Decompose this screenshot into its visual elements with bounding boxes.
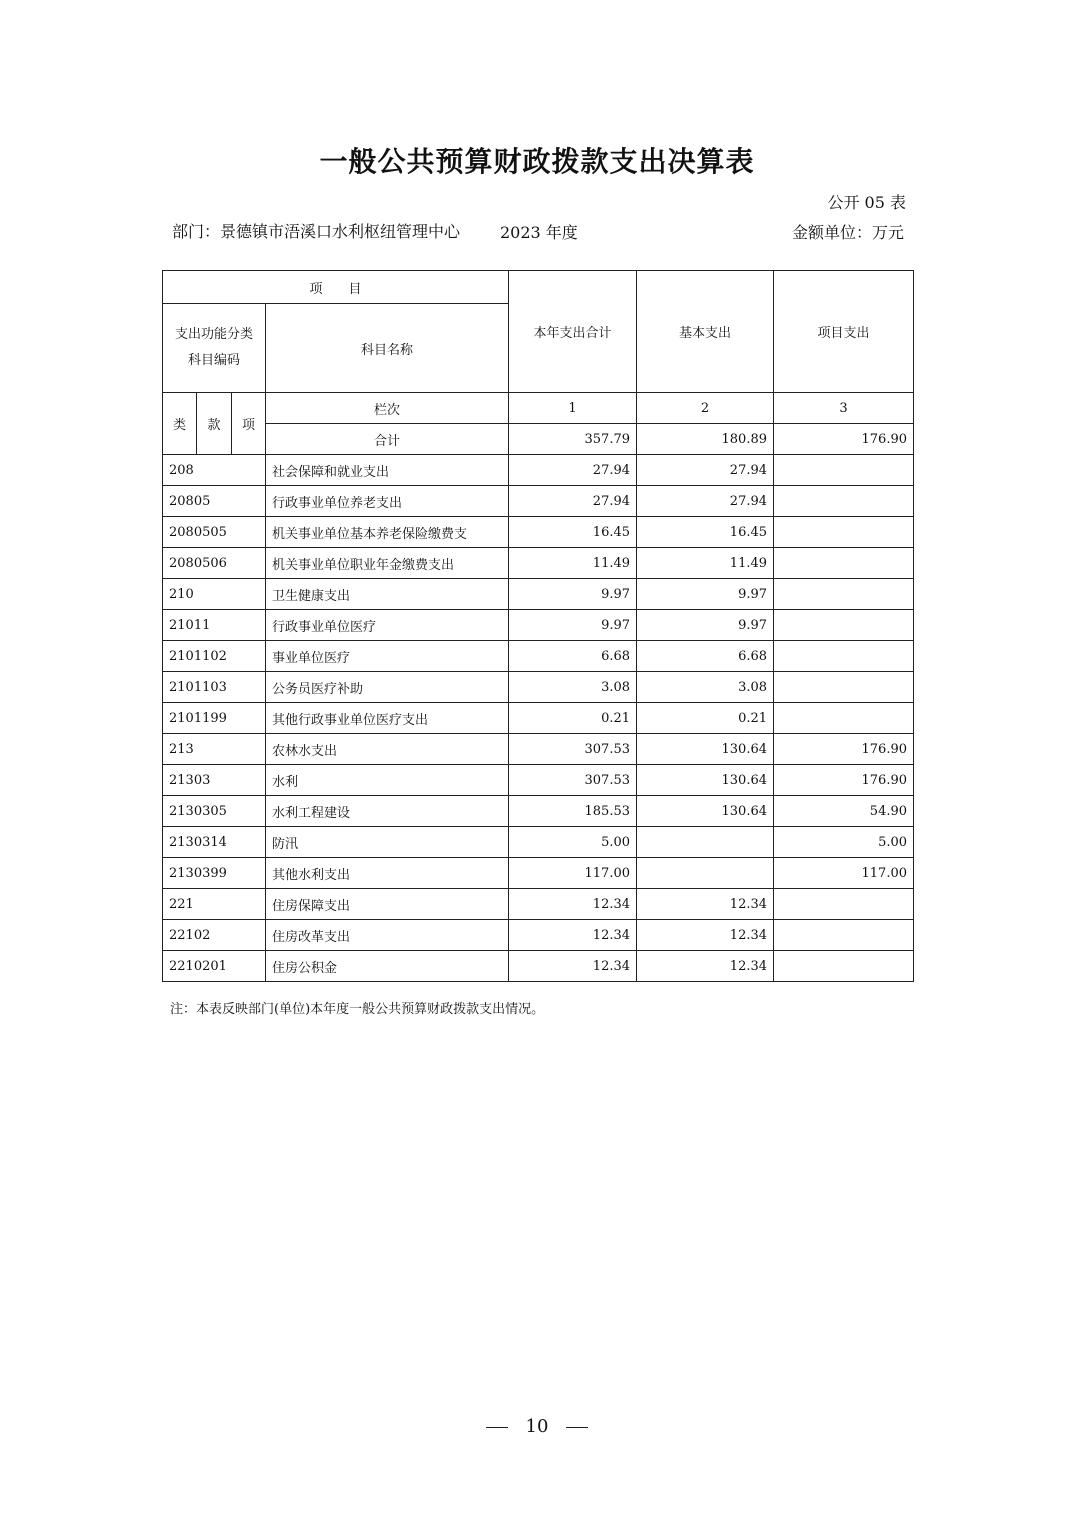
header-col3: 3 <box>774 393 914 424</box>
table-row <box>163 610 914 641</box>
table-row <box>163 765 914 796</box>
row-project <box>774 951 914 982</box>
row-total: 16.45 <box>509 517 637 548</box>
row-basic: 16.45 <box>637 517 774 548</box>
header-kuan: 款 <box>197 393 232 455</box>
header-project: 项目支出 <box>774 271 914 393</box>
row-basic: 130.64 <box>637 734 774 765</box>
row-name: 行政事业单位医疗 <box>266 610 509 641</box>
row-name: 防汛 <box>266 827 509 858</box>
row-total: 12.34 <box>509 920 637 951</box>
row-code: 208 <box>163 455 266 486</box>
row-name: 水利 <box>266 765 509 796</box>
row-total: 12.34 <box>509 889 637 920</box>
row-basic: 130.64 <box>637 796 774 827</box>
row-code: 210 <box>163 579 266 610</box>
row-name: 住房改革支出 <box>266 920 509 951</box>
row-name: 社会保障和就业支出 <box>266 455 509 486</box>
row-project <box>774 889 914 920</box>
table-row <box>163 734 914 765</box>
header-row-1 <box>163 271 914 304</box>
row-basic: 27.94 <box>637 455 774 486</box>
row-project: 176.90 <box>774 765 914 796</box>
row-project <box>774 641 914 672</box>
row-total: 307.53 <box>509 734 637 765</box>
row-name: 农林水支出 <box>266 734 509 765</box>
footer-dash-right <box>566 1427 588 1428</box>
row-project: 5.00 <box>774 827 914 858</box>
table-row <box>163 548 914 579</box>
row-basic <box>637 858 774 889</box>
row-total: 9.97 <box>509 610 637 641</box>
row-code: 2130314 <box>163 827 266 858</box>
row-project: 54.90 <box>774 796 914 827</box>
row-total: 0.21 <box>509 703 637 734</box>
table-row <box>163 703 914 734</box>
row-name: 其他水利支出 <box>266 858 509 889</box>
row-name: 事业单位医疗 <box>266 641 509 672</box>
footer-dash-left <box>486 1427 508 1428</box>
header-xiang: 项 <box>232 393 266 455</box>
table-row <box>163 486 914 517</box>
row-total: 12.34 <box>509 951 637 982</box>
row-total: 6.68 <box>509 641 637 672</box>
header-item: 项 目 <box>163 271 509 304</box>
row-project <box>774 455 914 486</box>
row-name: 卫生健康支出 <box>266 579 509 610</box>
row-name: 机关事业单位基本养老保险缴费支 <box>266 517 509 548</box>
row-total: 185.53 <box>509 796 637 827</box>
row-name: 机关事业单位职业年金缴费支出 <box>266 548 509 579</box>
summary-project: 176.90 <box>774 424 914 455</box>
row-project <box>774 920 914 951</box>
row-code: 2101102 <box>163 641 266 672</box>
row-code: 221 <box>163 889 266 920</box>
row-total: 3.08 <box>509 672 637 703</box>
row-basic: 6.68 <box>637 641 774 672</box>
row-project <box>774 486 914 517</box>
row-basic: 130.64 <box>637 765 774 796</box>
summary-total: 357.79 <box>509 424 637 455</box>
row-project <box>774 610 914 641</box>
department-label: 部门：景德镇市浯溪口水利枢纽管理中心 <box>172 222 461 241</box>
header-col1: 1 <box>509 393 637 424</box>
fiscal-year: 2023 年度 <box>500 223 578 242</box>
table-row <box>163 827 914 858</box>
row-basic: 9.97 <box>637 610 774 641</box>
row-name: 其他行政事业单位医疗支出 <box>266 703 509 734</box>
row-code: 21011 <box>163 610 266 641</box>
row-basic: 12.34 <box>637 889 774 920</box>
header-code: 支出功能分类科目编码 <box>163 304 266 393</box>
row-code: 2080506 <box>163 548 266 579</box>
row-project: 117.00 <box>774 858 914 889</box>
table-row <box>163 641 914 672</box>
row-basic: 11.49 <box>637 548 774 579</box>
row-total: 27.94 <box>509 455 637 486</box>
table-row <box>163 672 914 703</box>
row-code: 2130399 <box>163 858 266 889</box>
page-number: 10 <box>525 1416 549 1437</box>
row-basic: 3.08 <box>637 672 774 703</box>
row-total: 27.94 <box>509 486 637 517</box>
header-row-3 <box>163 393 914 424</box>
page-title: 一般公共预算财政拨款支出决算表 <box>319 145 755 178</box>
row-project <box>774 672 914 703</box>
header-total: 本年支出合计 <box>509 271 637 393</box>
table-note: 注：本表反映部门(单位)本年度一般公共预算财政拨款支出情况。 <box>170 1002 545 1017</box>
form-code: 公开 05 表 <box>827 193 906 212</box>
row-basic: 0.21 <box>637 703 774 734</box>
row-total: 11.49 <box>509 548 637 579</box>
summary-row <box>163 424 914 455</box>
row-name: 公务员医疗补助 <box>266 672 509 703</box>
row-total: 117.00 <box>509 858 637 889</box>
table-row <box>163 920 914 951</box>
table-row <box>163 455 914 486</box>
page-number-footer <box>0 1416 1074 1437</box>
row-basic: 9.97 <box>637 579 774 610</box>
row-project <box>774 548 914 579</box>
row-project <box>774 517 914 548</box>
row-name: 行政事业单位养老支出 <box>266 486 509 517</box>
row-name: 住房公积金 <box>266 951 509 982</box>
row-code: 2080505 <box>163 517 266 548</box>
table-row <box>163 796 914 827</box>
row-code: 2101103 <box>163 672 266 703</box>
header-name: 科目名称 <box>266 304 509 393</box>
row-code: 22102 <box>163 920 266 951</box>
table-row <box>163 858 914 889</box>
summary-basic: 180.89 <box>637 424 774 455</box>
row-total: 9.97 <box>509 579 637 610</box>
header-basic: 基本支出 <box>637 271 774 393</box>
row-basic: 12.34 <box>637 951 774 982</box>
row-project: 176.90 <box>774 734 914 765</box>
row-project <box>774 579 914 610</box>
table-row <box>163 517 914 548</box>
table-row <box>163 579 914 610</box>
header-col2: 2 <box>637 393 774 424</box>
table-row <box>163 889 914 920</box>
row-basic <box>637 827 774 858</box>
row-basic: 12.34 <box>637 920 774 951</box>
summary-label: 合计 <box>266 424 509 455</box>
row-name: 水利工程建设 <box>266 796 509 827</box>
row-total: 5.00 <box>509 827 637 858</box>
row-code: 21303 <box>163 765 266 796</box>
row-basic: 27.94 <box>637 486 774 517</box>
row-code: 20805 <box>163 486 266 517</box>
row-name: 住房保障支出 <box>266 889 509 920</box>
row-total: 307.53 <box>509 765 637 796</box>
row-code: 2130305 <box>163 796 266 827</box>
row-project <box>774 703 914 734</box>
header-lei: 类 <box>163 393 197 455</box>
header-column-label: 栏次 <box>266 393 509 424</box>
table-row <box>163 951 914 982</box>
amount-unit: 金额单位：万元 <box>791 223 904 242</box>
row-code: 2210201 <box>163 951 266 982</box>
row-code: 213 <box>163 734 266 765</box>
expenditure-table <box>162 270 914 982</box>
row-code: 2101199 <box>163 703 266 734</box>
